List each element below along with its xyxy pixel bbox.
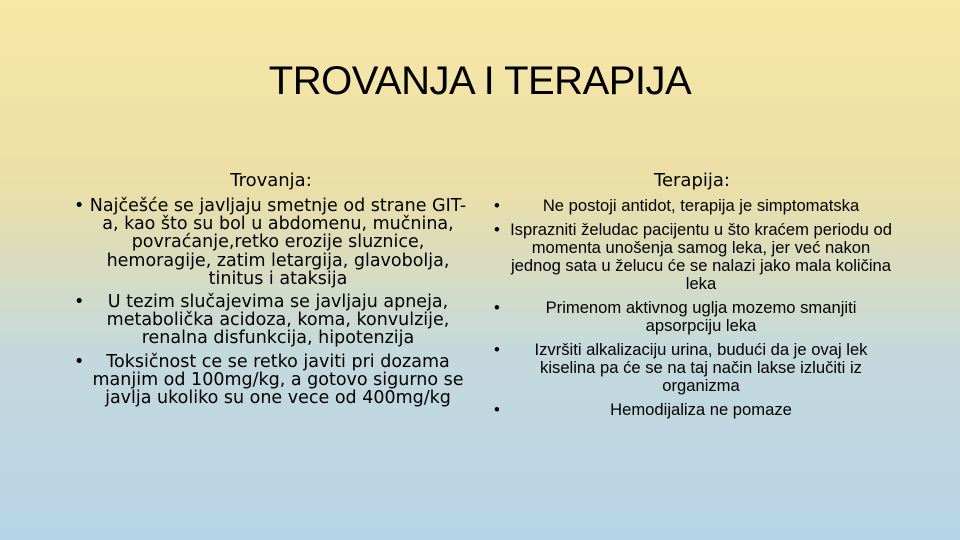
poisoning-list (72, 197, 470, 407)
list-item (72, 293, 470, 348)
poisoning-heading: Trovanja: (230, 170, 312, 191)
list-item-text: Primenom aktivnog uglja mozemo smanjiti apsorpciju leka (545, 298, 857, 335)
therapy-column (492, 168, 892, 425)
list-item-text: Izvršiti alkalizaciju urina, budući da je ovaj lek kiselina pa će se na taj način lakse izlučiti iz organizma (534, 340, 868, 395)
bullet-icon: • (74, 196, 85, 216)
bullet-icon: • (494, 340, 500, 359)
bullet-icon: • (74, 351, 85, 372)
list-item-text: Najčešće se javljaju smetnje od strane GIT-a, kao što su bol u abdomenu, mučnina, povraćanje,retko erozije sluznice, hemoragije, zatim letargija, glavobolja, tinitus i ataksija (89, 196, 467, 289)
list-item (492, 197, 892, 215)
bullet-icon: • (494, 196, 500, 215)
list-item (492, 221, 892, 293)
list-item-text: U tezim slučajevima se javljaju apneja, metabolička acidoza, koma, konvulzije, renalna disfunkcija, hipotenzija (106, 292, 450, 349)
list-item (72, 353, 470, 408)
list-item (492, 299, 892, 335)
list-item-text: Toksičnost ce se retko javiti pri dozama manjim od 100mg/kg, a gotovo sigurno se javlja ukoliko su one vece od 400mg/kg (92, 351, 464, 409)
list-item-text: Hemodijaliza ne pomaze (610, 400, 792, 419)
poisoning-column (72, 168, 470, 412)
bullet-icon: • (494, 220, 500, 239)
bullet-icon: • (494, 400, 500, 419)
therapy-list (492, 197, 892, 419)
list-item (72, 197, 470, 288)
list-item-text: Ne postoji antidot, terapija je simptomatska (542, 196, 860, 215)
bullet-icon: • (74, 292, 85, 313)
list-item (492, 401, 892, 419)
list-item (492, 341, 892, 395)
slide-title: TROVANJA I TERAPIJA (268, 59, 692, 103)
list-item-text: Isprazniti želudac pacijentu u što kraćem periodu od momenta unošenja samog leka, jer već nakon jednog sata u želucu će se nalazi jako mala količina leka (510, 220, 892, 293)
therapy-heading: Terapija: (654, 170, 730, 191)
bullet-icon: • (494, 298, 500, 317)
